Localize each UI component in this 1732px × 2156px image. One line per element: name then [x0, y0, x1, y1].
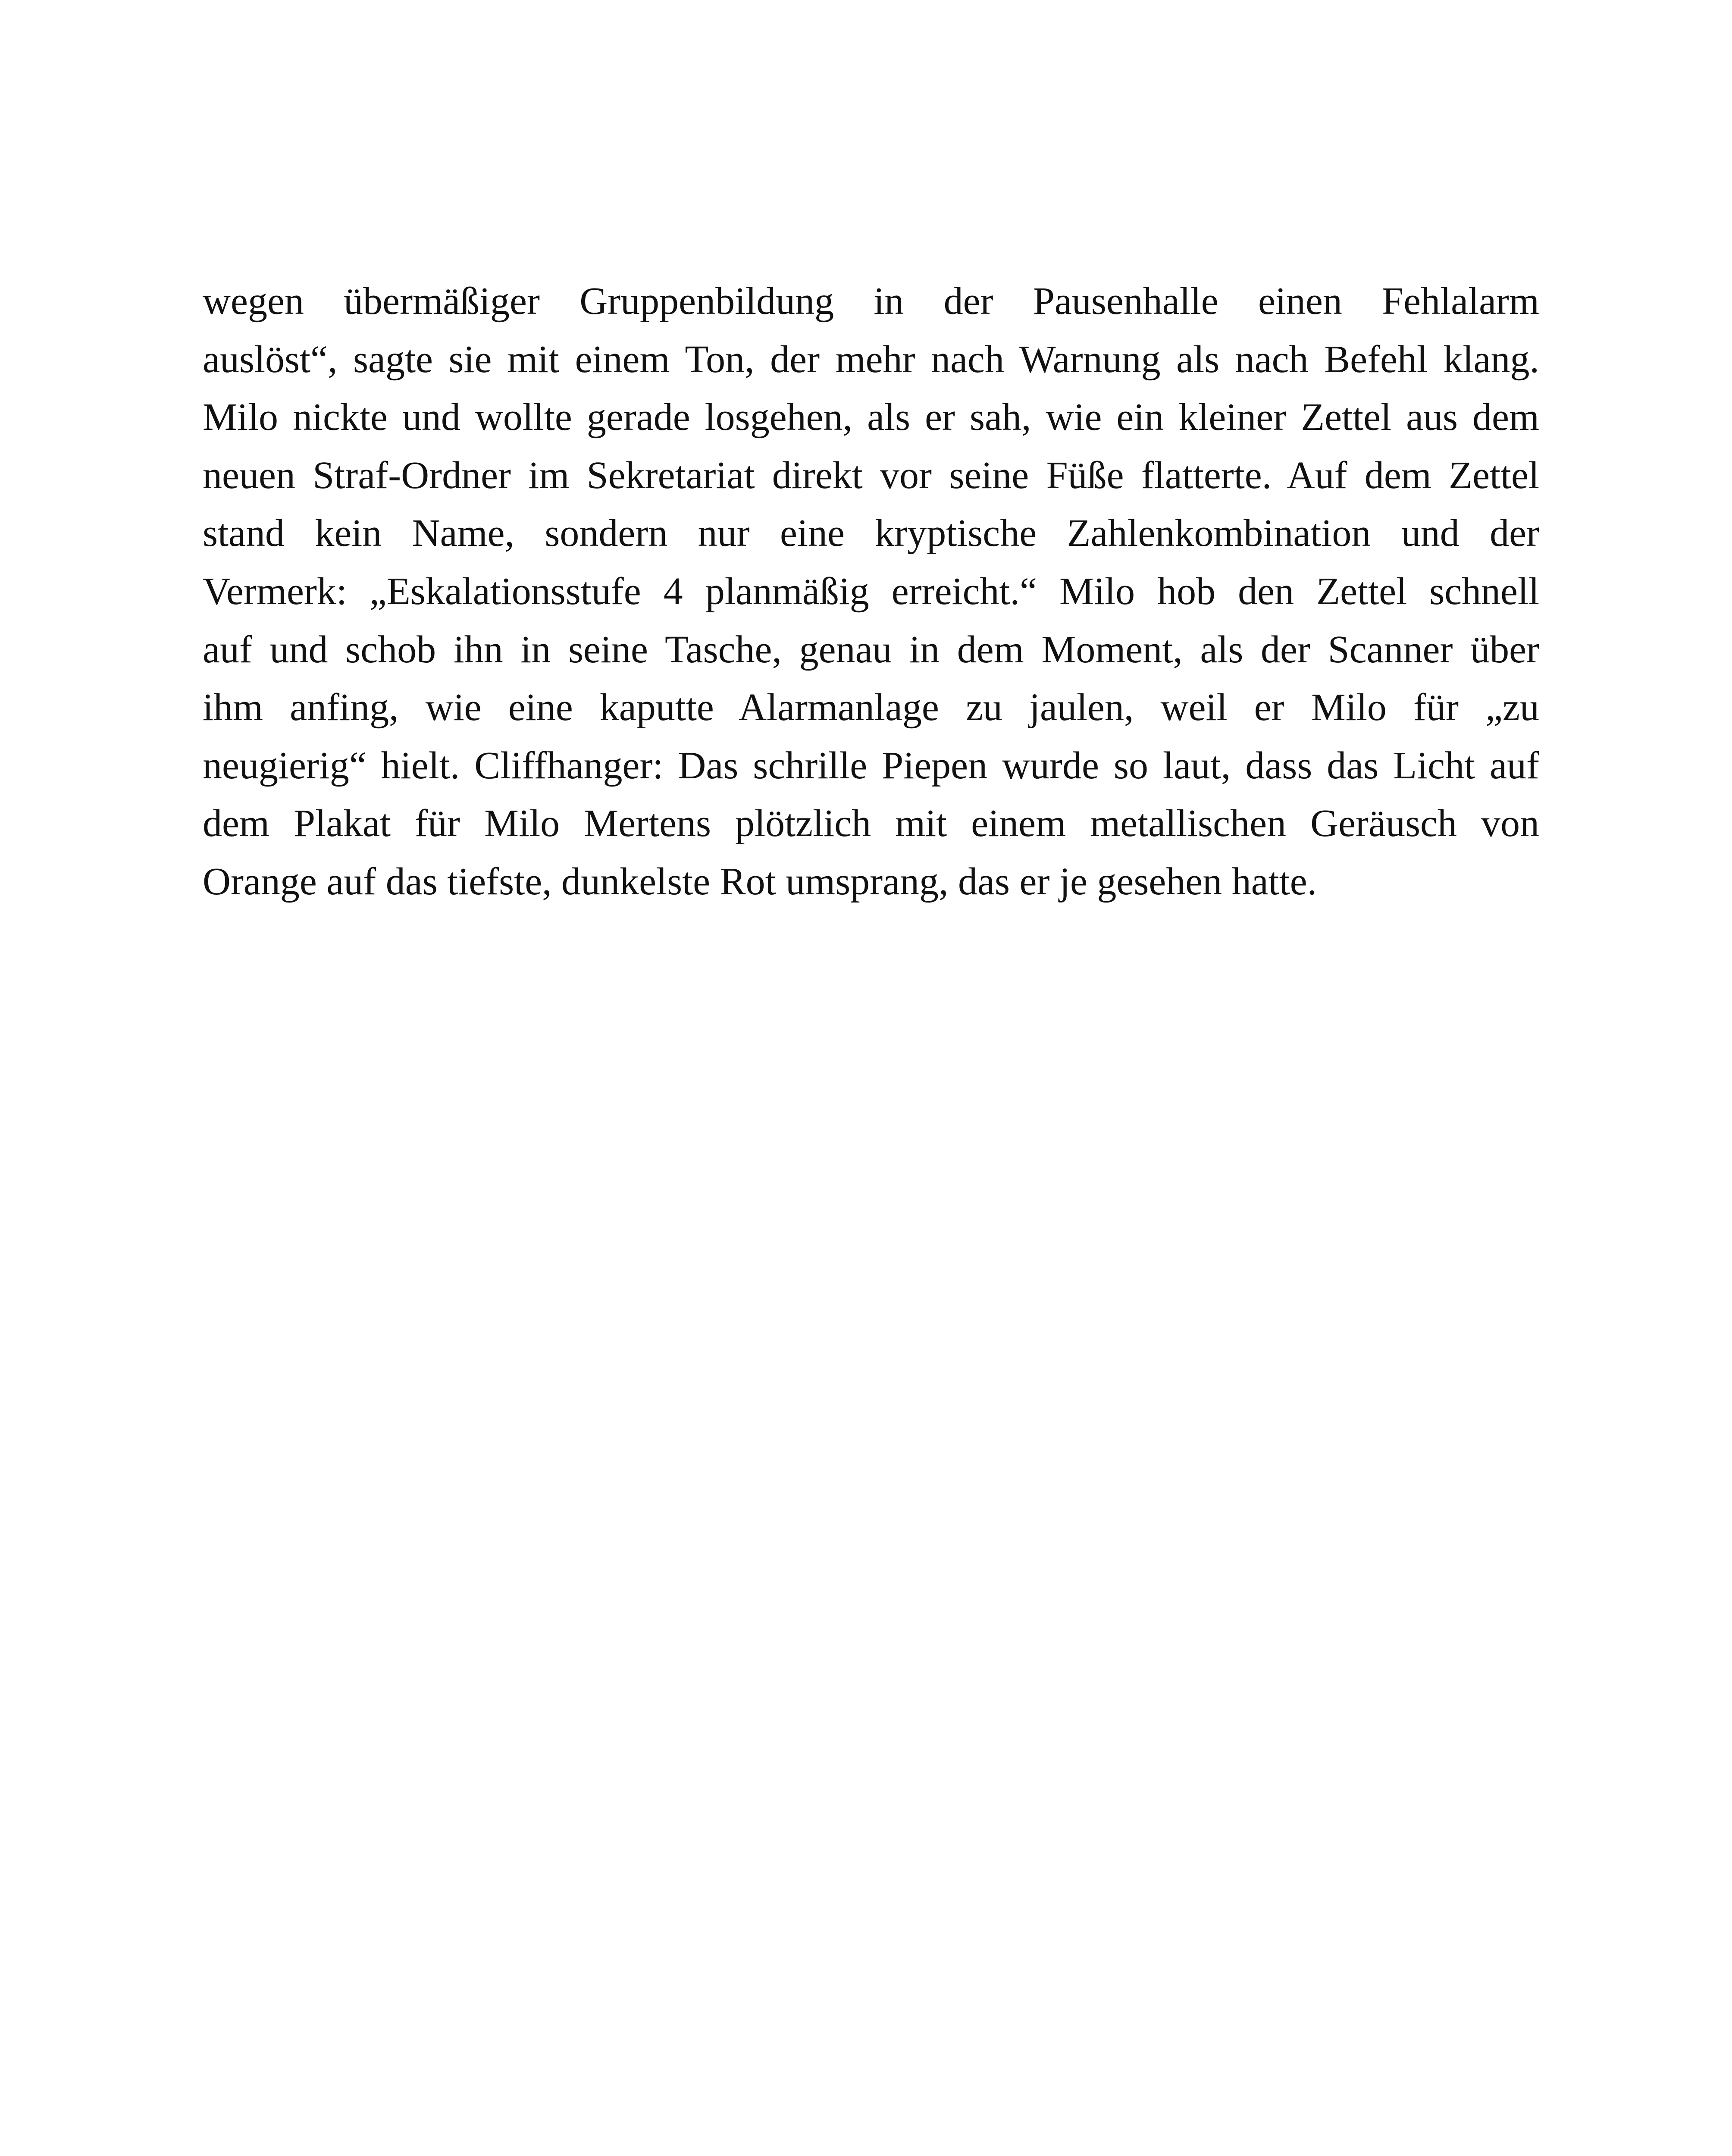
text-line: Milo nickte und wollte gerade losgehen, als er sah, wie ein kleiner Zettel aus dem	[203, 396, 1539, 439]
text-line: neugierig“ hielt. Cliffhanger: Das schrille Piepen wurde so laut, dass das Licht auf	[203, 744, 1539, 787]
text-line: dem Plakat für Milo Mertens plötzlich mit einem metallischen Geräusch von	[203, 802, 1539, 845]
text-line: neuen Straf-Ordner im Sekretariat direkt vor seine Füße flatterte. Auf dem Zettel	[203, 454, 1539, 497]
text-line: auf und schob ihn in seine Tasche, genau in dem Moment, als der Scanner über	[203, 628, 1539, 671]
text-line: auslöst“, sagte sie mit einem Ton, der mehr nach Warnung als nach Befehl klang.	[203, 338, 1539, 381]
text-line: Vermerk: „Eskalationsstufe 4 planmäßig erreicht.“ Milo hob den Zettel schnell	[203, 570, 1539, 613]
text-line: Orange auf das tiefste, dunkelste Rot umsprang, das er je gesehen hatte.	[203, 860, 1317, 903]
body-paragraph	[203, 273, 1539, 911]
text-line: wegen übermäßiger Gruppenbildung in der Pausenhalle einen Fehlalarm	[203, 280, 1539, 323]
text-line: ihm anfing, wie eine kaputte Alarmanlage zu jaulen, weil er Milo für „zu	[203, 686, 1539, 729]
text-line: stand kein Name, sondern nur eine kryptische Zahlenkombination und der	[203, 512, 1539, 555]
